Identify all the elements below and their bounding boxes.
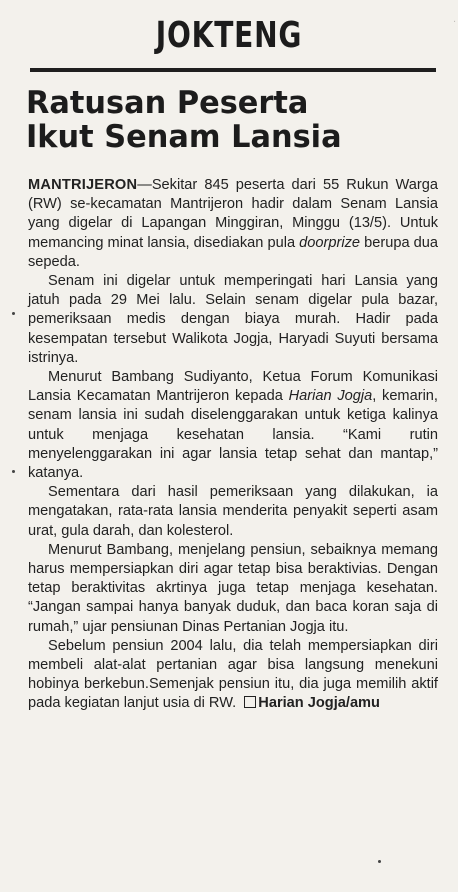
ink-speck	[12, 312, 15, 315]
section-rule	[30, 68, 436, 72]
paragraph-2: Senam ini digelar untuk memperingati hari Lansia yang jatuh pada 29 Mei lalu. Selain senam digelar pula bazar, pemeriksaan medis dengan biaya murah. Hadir pada kesempatan tersebut Walikota Jogja, Haryadi Suyuti bersama istrinya.	[28, 273, 438, 366]
signature: Harian Jogja/amu	[258, 695, 380, 712]
headline-line-2: Ikut Senam Lansia	[26, 119, 342, 155]
dateline: MANTRIJERON	[28, 177, 138, 193]
ink-speck	[378, 860, 381, 863]
paragraph-3	[28, 368, 438, 483]
section-rubric: JOKTENG	[155, 15, 303, 56]
paragraph-3-lead: Menurut Bambang Sudiyanto, Ketua Forum Komunikasi Lansia Kecamatan Mantrijeron kepada	[28, 369, 438, 405]
ink-speck	[12, 470, 15, 473]
adjacent-column-bleed: .	[452, 13, 456, 25]
paragraph-3-tail: , kemarin, senam lansia ini sudah diselenggarakan untuk ketiga kalinya untuk menjaga kesehatan lansia. “Kami rutin menyelenggarakan ini agar lansia tetap sehat dan mantap,” katanya.	[28, 388, 438, 482]
article-body	[28, 176, 438, 714]
paragraph-4: Sementara dari hasil pemeriksaan yang dilakukan, ia mengatakan, rata-rata lansia menderita penyakit seperti asam urat, gula darah, dan kolesterol.	[28, 484, 438, 539]
paragraph-1	[28, 176, 438, 272]
paragraph-1-tail: berupa dua sepeda.	[28, 234, 439, 270]
paragraph-6	[28, 637, 438, 714]
paragraph-5: Menurut Bambang, menjelang pensiun, sebaiknya memang harus mempersiapkan diri agar tetap bisa beraktivias. Dengan tetap beraktivitas akrtinya juga tetap menjaga kesehatan. “Jangan sampai hanya banyak duduk, dan baca koran saja di rumah,” ujar pensiunan Dinas Pertanian Jogja itu.	[28, 541, 438, 635]
paragraph-3-italic: Harian Jogja	[288, 388, 373, 405]
headline-line-1: Ratusan Peserta	[26, 85, 309, 121]
paragraph-6-text: Sebelum pensiun 2004 lalu, dia telah mempersiapkan diri membeli alat-alat pertanian agar bisa langsung menekuni hobinya berkebun.Semenjak pensiun itu, dia juga memilih aktif pada kegiatan lanjut usia di RW.	[28, 637, 438, 712]
headline	[26, 86, 348, 154]
paragraph-1-italic: doorprize	[299, 234, 361, 251]
end-box-icon	[244, 696, 256, 708]
paragraph-1-lead: —Sekitar 845 peserta dari 55 Rukun Warga (RW) se-kecamatan Mantrijeron hadir dalam Senam Lansia yang digelar di Lapangan Minggiran, Minggu (13/5). Untuk memancing minat lansia, disediakan pula	[28, 177, 438, 251]
